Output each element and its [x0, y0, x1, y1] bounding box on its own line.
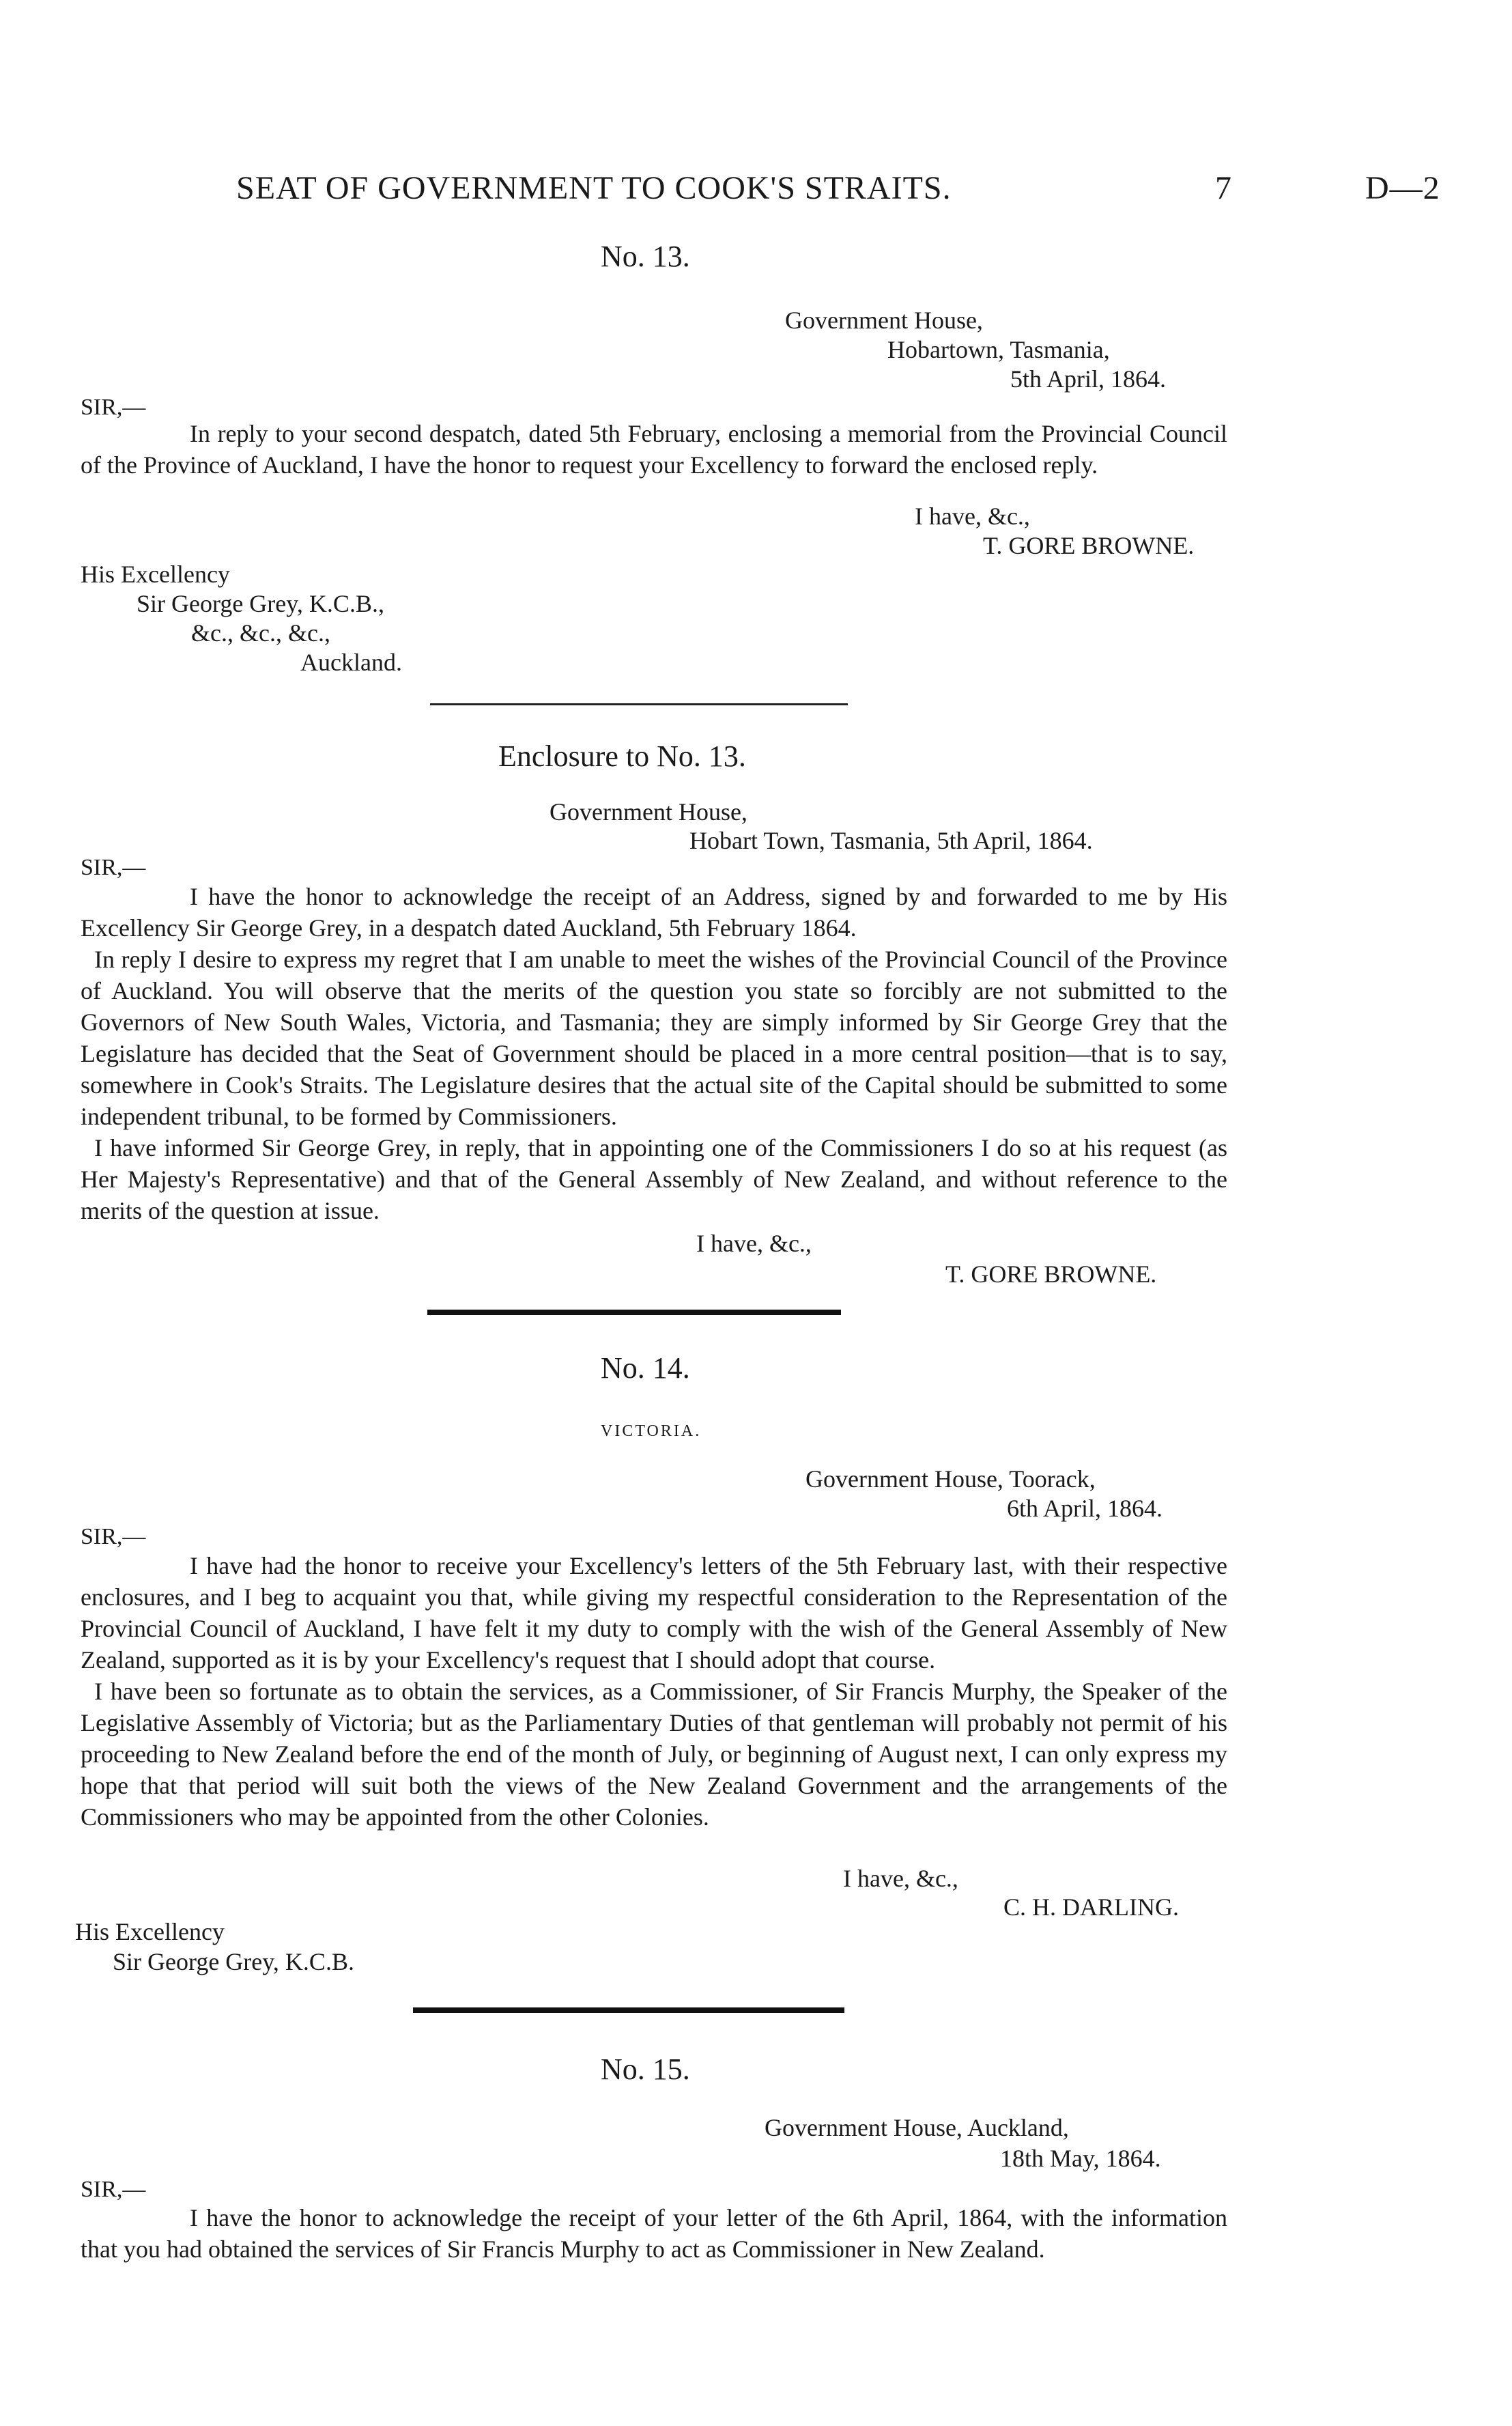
paragraph: In reply to your second despatch, dated 5th February, enclosing a memorial from the Provincial Council of the Province of Auckland, I have the honor to request your Excellency to forward the enclosed reply.: [81, 420, 1227, 479]
signature: T. GORE BROWNE.: [945, 1260, 1157, 1288]
address-date: 18th May, 1864.: [1000, 2145, 1161, 2172]
address-date: Hobart Town, Tasmania, 5th April, 1864.: [689, 827, 1093, 854]
recipient-line: Auckland.: [300, 649, 402, 676]
recipient-line: Sir George Grey, K.C.B.: [113, 1948, 354, 1975]
address-line: Government House, Toorack,: [805, 1465, 1096, 1493]
closing: I have, &c.,: [696, 1230, 812, 1257]
letter-body: [81, 1550, 1227, 1833]
closing: I have, &c.,: [843, 1865, 958, 1892]
salutation: SIR,—: [81, 1524, 146, 1549]
address-date: 5th April, 1864.: [1010, 365, 1167, 393]
section-divider: [430, 703, 848, 705]
signature: T. GORE BROWNE.: [983, 532, 1195, 559]
salutation: SIR,—: [81, 855, 146, 880]
paragraph: I have been so fortunate as to obtain the services, as a Commissioner, of Sir Francis Murphy, the Speaker of the Legislative Assembly of Victoria; but as the Parliamentary Duties of that gentleman will probably not permit of his proceeding to New Zealand before the end of the month of July, or beginning of August next, I can only express my hope that that period will suit both the views of the New Zealand Government and the arrangements of the Commissioners who may be appointed from the other Colonies.: [81, 1678, 1227, 1831]
paragraph: In reply I desire to express my regret that I am unable to meet the wishes of the Provincial Council of the Province of Auckland. You will observe that the merits of the question you state so forcibly are not submitted to the Governors of New South Wales, Victoria, and Tasmania; they are simply informed by Sir George Grey that the Legislature has decided that the Seat of Government should be placed in a more central position—that is to say, somewhere in Cook's Straits. The Legislature desires that the actual site of the Capital should be submitted to some independent tribunal, to be formed by Commissioners.: [81, 946, 1227, 1130]
salutation: SIR,—: [81, 2177, 146, 2202]
signature: C. H. DARLING.: [1003, 1893, 1179, 1921]
recipient-line: Sir George Grey, K.C.B.,: [137, 590, 384, 617]
section-divider: [413, 2007, 844, 2013]
letter-heading: No. 15.: [601, 2053, 690, 2086]
closing: I have, &c.,: [915, 503, 1030, 530]
paragraph: I have had the honor to receive your Excellency's letters of the 5th February last, with their respective enclosures, and I beg to acquaint you that, while giving my respectful consideration to the Representation of the Provincial Council of Auckland, I have felt it my duty to comply with the wish of the General Assembly of New Zealand, supported as it is by your Excellency's request that I should adopt that course.: [81, 1552, 1227, 1674]
colony-label: VICTORIA.: [601, 1422, 702, 1440]
letter-heading: No. 14.: [601, 1351, 690, 1385]
paragraph: I have the honor to acknowledge the receipt of an Address, signed by and forwarded to me by His Excellency Sir George Grey, in a despatch dated Auckland, 5th February 1864.: [81, 883, 1227, 942]
address-date: 6th April, 1864.: [1007, 1495, 1163, 1522]
enclosure-heading: Enclosure to No. 13.: [498, 739, 746, 773]
letter-body: [81, 418, 1227, 481]
document-reference: D—2: [1365, 170, 1440, 206]
page-number: 7: [1215, 170, 1232, 206]
address-line: Hobartown, Tasmania,: [887, 336, 1110, 363]
paragraph: I have informed Sir George Grey, in reply, that in appointing one of the Commissioners I do so at his request (as Her Majesty's Representative) and that of the General Assembly of New Zealand, and without reference to the merits of the question at issue.: [81, 1134, 1227, 1224]
section-divider: [427, 1310, 841, 1315]
recipient-line: &c., &c., &c.,: [191, 619, 330, 647]
paragraph: I have the honor to acknowledge the receipt of your letter of the 6th April, 1864, with the information that you had obtained the services of Sir Francis Murphy to act as Commissioner in New Zealand.: [81, 2204, 1227, 2263]
address-line: Government House,: [785, 307, 983, 334]
recipient-line: His Excellency: [75, 1918, 225, 1945]
running-header-title: SEAT OF GOVERNMENT TO COOK'S STRAITS.: [236, 170, 952, 206]
address-line: Government House, Auckland,: [765, 2114, 1069, 2141]
letter-body: [81, 2202, 1227, 2265]
salutation: SIR,—: [81, 395, 146, 420]
address-line: Government House,: [550, 798, 747, 826]
letter-body: [81, 881, 1227, 1226]
letter-heading: No. 13.: [601, 240, 690, 273]
recipient-line: His Excellency: [81, 561, 230, 588]
